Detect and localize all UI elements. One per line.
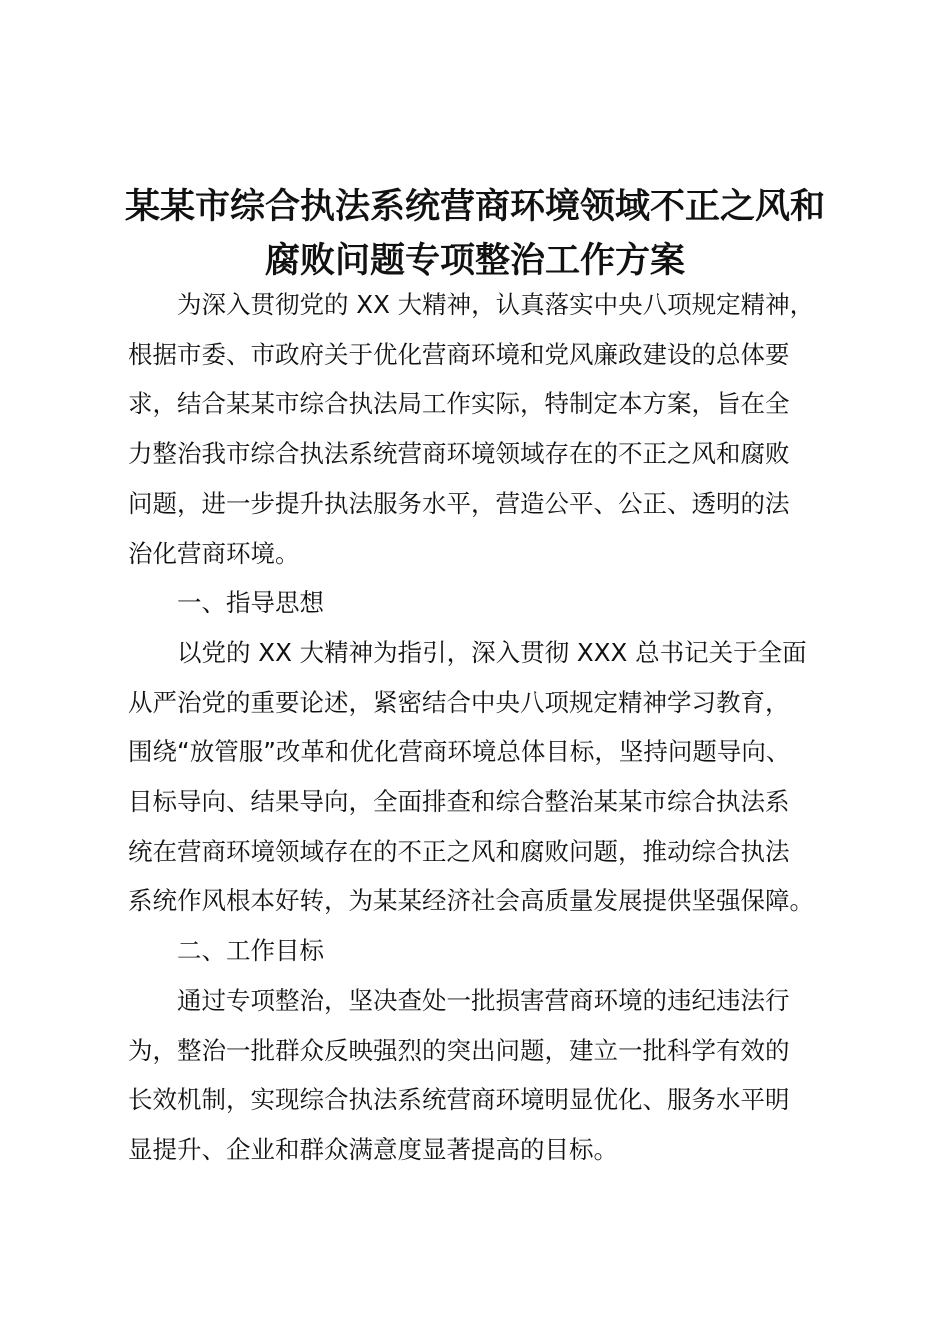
paragraph-line: 系统作风根本好转，为某某经济社会高质量发展提供坚强保障。: [128, 886, 814, 916]
intro-line: 求，结合某某市综合执法局工作实际，特制定本方案，旨在全: [128, 389, 790, 419]
paragraph-line: 目标导向、结果导向，全面排查和综合整治某某市综合执法系: [128, 787, 790, 817]
paragraph-line: 长效机制，实现综合执法系统营商环境明显优化、服务水平明: [128, 1085, 790, 1115]
paragraph-line: 为，整治一批群众反映强烈的突出问题，建立一批科学有效的: [128, 1035, 790, 1065]
title-line-1: 某某市综合执法系统营商环境领域不正之风和: [124, 187, 825, 227]
paragraph-line: 从严治党的重要论述，紧密结合中央八项规定精神学习教育，: [128, 687, 790, 717]
intro-paragraph: [128, 280, 858, 578]
guiding-ideology-paragraph: [128, 628, 858, 926]
intro-line: 治化营商环境。: [128, 538, 300, 568]
intro-line: 为深入贯彻党的 XX 大精神，认真落实中央八项规定精神，: [177, 290, 815, 319]
paragraph-line: 围绕“放管服”改革和优化营商环境总体目标，坚持问题导向、: [128, 737, 791, 767]
intro-line: 力整治我市综合执法系统营商环境领域存在的不正之风和腐败: [128, 439, 790, 469]
title-line-2: 腐败问题专项整治工作方案: [264, 241, 685, 281]
paragraph-line: 以党的 XX 大精神为指引，深入贯彻 XXX 总书记关于全面: [177, 637, 807, 667]
intro-line: 根据市委、市政府关于优化营商环境和党风廉政建设的总体要: [128, 339, 790, 369]
section-heading-work-goals: 二、工作目标: [177, 936, 324, 966]
paragraph-line: 通过专项整治，坚决查处一批损害营商环境的违纪违法行: [177, 985, 790, 1015]
section-heading-guiding-ideology: 一、指导思想: [177, 588, 324, 618]
paragraph-line: 显提升、企业和群众满意度显著提高的目标。: [128, 1134, 618, 1164]
work-goals-paragraph: [128, 976, 858, 1175]
paragraph-line: 统在营商环境领域存在的不正之风和腐败问题，推动综合执法: [128, 836, 790, 866]
document-title: [110, 180, 840, 288]
document-body: [128, 280, 858, 1175]
intro-line: 问题，进一步提升执法服务水平，营造公平、公正、透明的法: [128, 488, 790, 518]
